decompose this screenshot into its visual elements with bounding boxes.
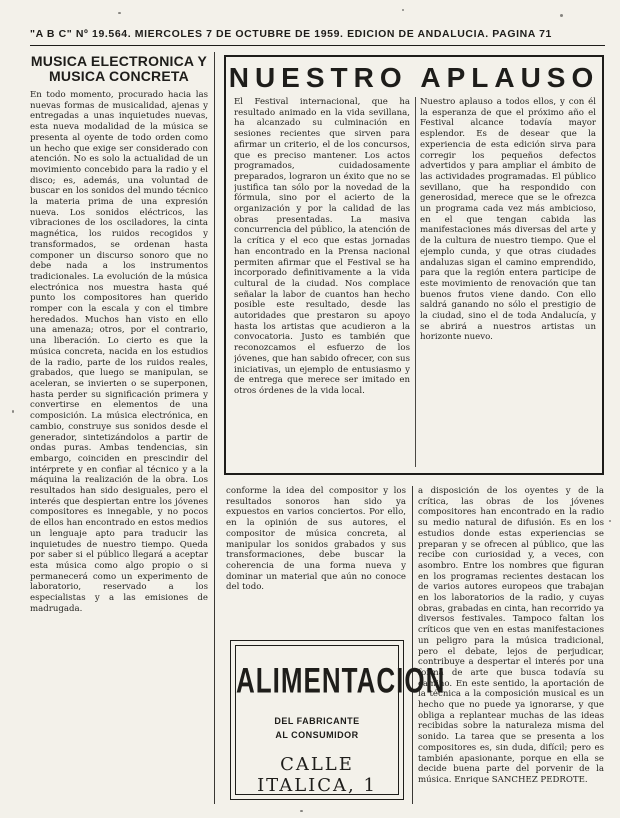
advertisement [230,640,446,800]
print-speck [118,12,121,14]
lower-divider [412,486,413,804]
aplauso-column-2 [420,97,596,469]
advertisement-street: CALLE ITALICA, 1 [257,754,377,796]
lower-column-2-text: a disposición de los oyentes y de la crítica, las obras de los jóvenes compositores han encontrado en la radio su medio natural de difusión. Es en los estudios donde estas experiencias se preparan y se ofrecen al público, que las recibe con curiosidad y, a veces, con asombro. Entre los nombres que figuran en los programas recientes destacan los de varios autores europeos que trabajan en los laboratorios de la radio, y cuyas obras, grabadas en cinta, han recorrido ya diversos festivales. Tampoco faltan los críticos que ven en estas manifestaciones un peligro para la música tradicional, pero el debate, lejos de perjudicar, contribuye a despertar el interés por una forma de arte que busca todavía su camino. En este sentido, la aportación de la técnica a la composición musical es un hecho que no puede ya ignorarse, y que obliga a replantear muchas de las ideas recibidas sobre la naturaleza misma del sonido. La tarea que se presenta a los compositores es, sin duda, difícil; pero es también apasionante, porque en ella se decide buena parte del porvenir de la música. Enrique SANCHEZ PEDROTE. [418,486,604,785]
advertisement-frame [235,645,446,796]
print-speck [300,810,303,812]
left-article-title: MUSICA ELECTRONICA Y MUSICA CONCRETA [30,53,208,84]
advertisement-line-2: AL CONSUMIDOR [275,730,359,740]
aplauso-column-2-text: Nuestro aplauso a todos ellos, y con él la esperanza de que el próximo año el Festival alcance todavía mayor esplendor. Es de desear que la experiencia de esta edición sirva para corregir los pequeños defectos advertidos y para ampliar el ámbito de las actividades programadas. El público sevillano, que ha respondido con generosidad, merece que se le ofrezca un programa cada vez más ambicioso, en el que tengan cabida las manifestaciones más diversas del arte y de la cultura de nuestro tiempo. Que el ejemplo cunda, y que otras ciudades andaluzas sigan el camino emprendido, para que la región entera participe de este movimiento de renovación que tan buenos frutos viene dando. Con ello saldrá ganando no sólo el prestigio de la ciudad, sino el de toda Andalucía, y se abrirá a nuestros artistas un horizonte nuevo. [420,97,596,343]
print-speck [402,9,404,11]
left-article [30,52,208,804]
advertisement-title: ALIMENTACION [236,660,446,701]
aplauso-title: NUESTRO APLAUSO [228,62,600,93]
header-rule [30,45,605,46]
page-header: "A B C" Nº 19.564. MIERCOLES 7 DE OCTUBRE DE 1959. EDICION DE ANDALUCIA. PAGINA 71 [30,28,552,40]
lower-column-2 [418,486,604,804]
left-article-body: En todo momento, procurado hacia las nuevas formas de musicalidad, ajenas y entregadas a unas inquietudes nuevas, esta nueva modalidad de la música se presenta al oyente de todo orden como un hecho que exige ser considerado con atención. No es solo la actualidad de un movimiento concebido para la radio y el disco; es, además, una voluntad de buscar en los sonidos del mundo técnico la materia prima de una expresión nueva. Los sonidos eléctricos, las vibraciones de los osciladores, la cinta magnética, los ruidos recogidos y transformados, se ordenan hasta componer un discurso sonoro que no debe nada a los instrumentos tradicionales. La evolución de la música electrónica nos muestra hasta qué punto los compositores han querido romper con la escala y con el timbre heredados. Muchos han visto en ello una amenaza; otros, por el contrario, una liberación. Lo cierto es que la música concreta, nacida en los estudios de la radio, parte de los ruidos reales, grabados, que luego se manipulan, se aceleran, se invierten o se superponen, hasta perder su significación primera y convertirse en elementos de una composición. La música electrónica, en cambio, construye sus sonidos desde el generador, sintetizándolos a partir de ondas puras. Ambas tendencias, sin embargo, coinciden en prescindir del intérprete y en confiar al técnico y a la máquina la realización de la obra. Los resultados han sido desiguales, pero el interés que despiertan entre los jóvenes compositores es innegable, y no pocos de ellos han encontrado en estos medios un lenguaje apto para traducir las inquietudes de nuestro tiempo. Queda por saber si el público llegará a aceptar esta música como algo propio o si permanecerá como un experimento de laboratorio, reservado a los especialistas y a las emisiones de madrugada. [30,90,208,614]
advertisement-line-1: DEL FABRICANTE [274,716,360,726]
print-speck [560,14,563,17]
aplauso-box [224,55,604,475]
lower-column-1-text: conforme la idea del compositor y los resultados sonoros han sido ya expuestos en varios conciertos. Por ello, en la opinión de sus autores, el compositor de música concreta, al manipular los sonidos grabados y sus transformaciones, debe buscar la coherencia de una forma nueva y dominar un material que aún no conoce del todo. [226,486,406,593]
aplauso-column-1-text: El Festival internacional, que ha resultado animado en la vida sevillana, ha alcanzado su culminación en sesiones recientes que sirven para afirmar un criterio, el de los concursos, que es preciso mantener. Los actos programados, cuidadosamente preparados, lograron un éxito que no se justifica tan sólo por la novedad de la fórmula, sino por el acierto de la organización y por la calidad de las obras presentadas. La masiva concurrencia del público, la atención de la crítica y el eco que estas jornadas han encontrado en la Prensa nacional permiten afirmar que el Festival se ha incorporado definitivamente a la vida cultural de la ciudad. Nos complace señalar la labor de cuantos han hecho posible este resultado, desde las autoridades que prestaron su apoyo hasta los artistas que acudieron a la convocatoria. Justo es también que reconozcamos el esfuerzo de los jóvenes, que han sabido ofrecer, con sus iniciativas, un ejemplo de entusiasmo y de entrega que merece ser imitado en otros órdenes de la vida local. [234,97,410,396]
aplauso-column-1 [234,97,410,469]
aplauso-divider [415,97,416,467]
print-speck [609,520,611,522]
print-speck [12,410,14,413]
lower-column-1 [226,486,406,628]
column-divider [214,52,215,804]
